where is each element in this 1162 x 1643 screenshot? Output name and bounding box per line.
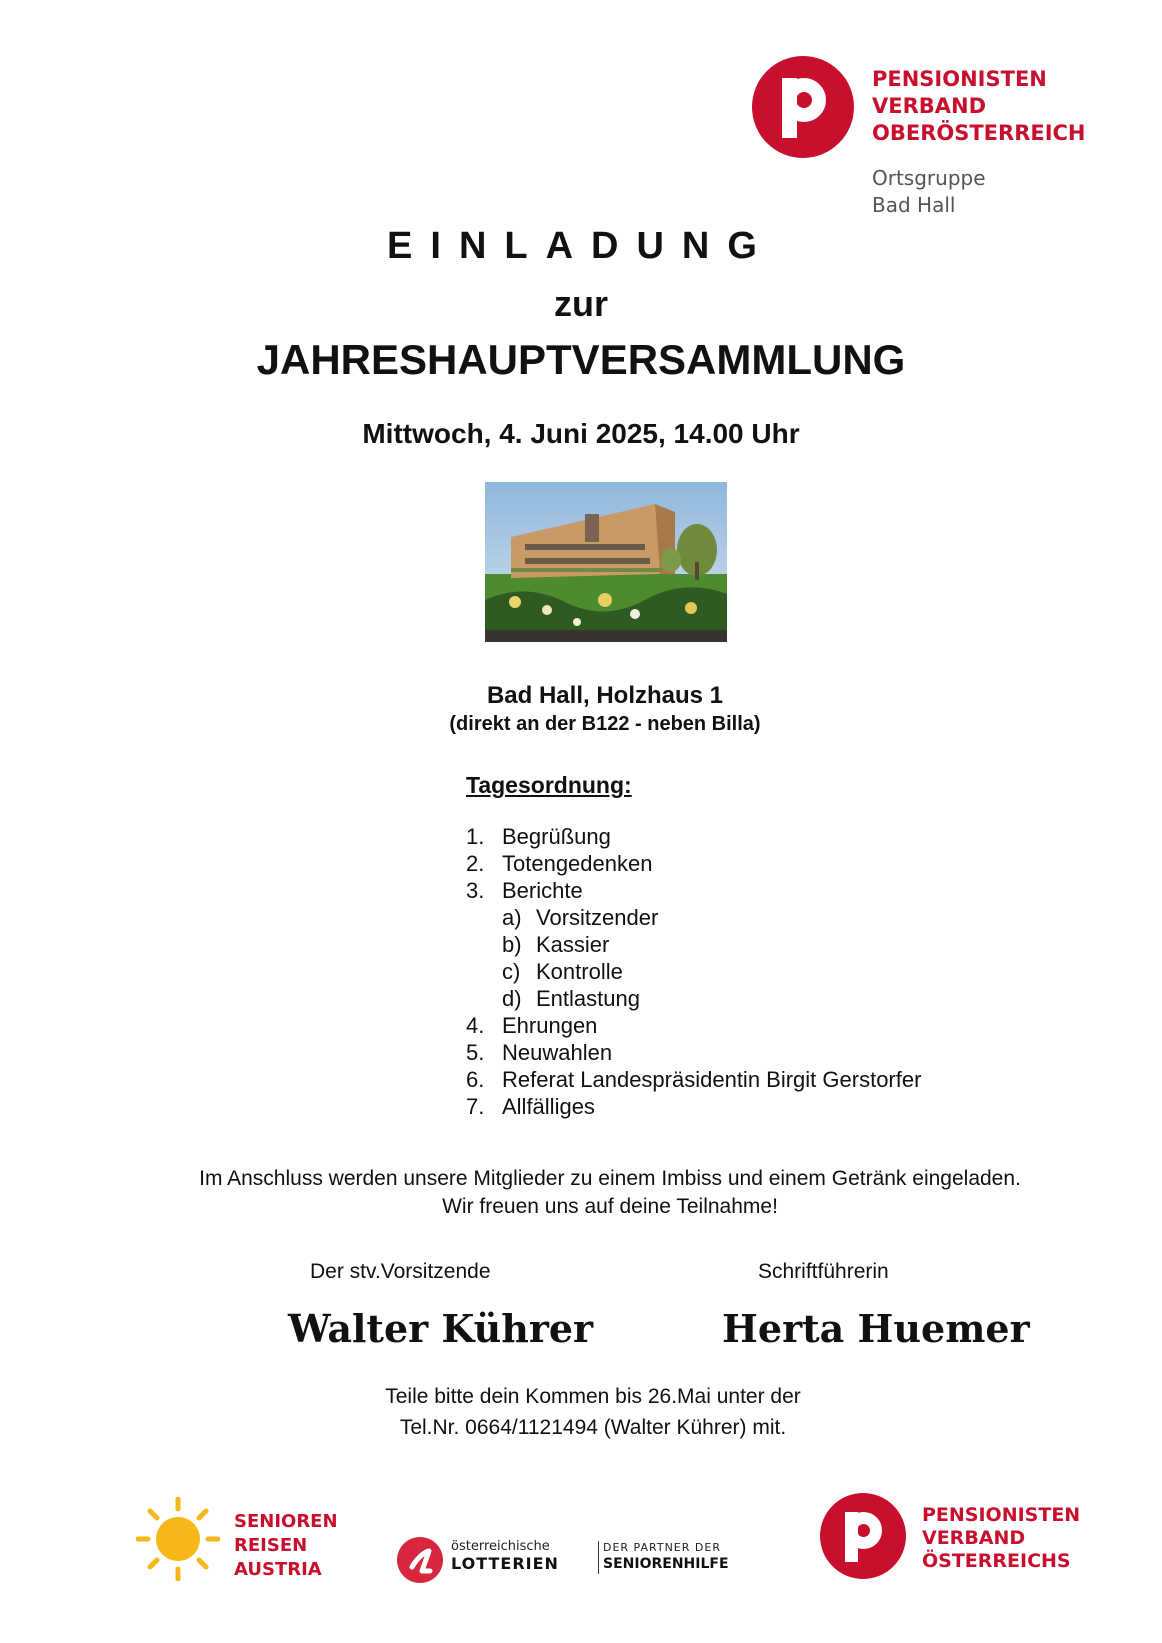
lotterien-partner-text: DER PARTNER DER SENIORENHILFE	[603, 1541, 729, 1572]
left-signatory-role: Der stv.Vorsitzende	[310, 1260, 491, 1283]
closing-text: Im Anschluss werden unsere Mitglieder zu einem Imbiss und einem Getränk eingeladen. Wir freuen uns auf deine Teilnahme!	[199, 1167, 1021, 1218]
venue-address: Bad Hall, Holzhaus 1	[486, 682, 724, 709]
event-date: Mittwoch, 4. Juni 2025, 14.00 Uhr	[362, 418, 800, 449]
agenda-item: 2. Totengedenken	[466, 851, 653, 876]
agenda-item: 3. Berichte	[466, 878, 583, 903]
org-name: PENSIONISTEN VERBAND OBERÖSTERREICH	[872, 67, 1086, 145]
right-signatory-role: Schriftführerin	[758, 1260, 889, 1283]
agenda-subitem: d) Entlastung	[502, 986, 640, 1011]
agenda-item: 6. Referat Landespräsidentin Birgit Gerstorfer	[466, 1067, 922, 1092]
agenda-subitem: c) Kontrolle	[502, 959, 623, 984]
agenda-subitem: a) Vorsitzender	[502, 905, 659, 930]
rsvp-text: Teile bitte dein Kommen bis 26.Mai unter der Tel.Nr. 0664/1121494 (Walter Kührer) mit.	[385, 1385, 801, 1439]
senioren-reisen-logo: SENIOREN REISEN AUSTRIA	[234, 1511, 338, 1580]
local-group: Ortsgruppe Bad Hall	[872, 166, 986, 217]
pensionisten-oesterreich-logo-icon	[820, 1493, 906, 1579]
agenda-list	[466, 823, 921, 1120]
agenda-item: 5. Neuwahlen	[466, 1040, 613, 1065]
pensionisten-logo-icon	[752, 56, 854, 158]
lotterien-divider	[598, 1541, 599, 1574]
agenda-item: 1. Begrüßung	[466, 824, 611, 849]
pensionisten-oesterreich-logo: PENSIONISTEN VERBAND ÖSTERREICHS	[922, 1504, 1081, 1572]
event-name: JAHRESHAUPTVERSAMMLUNG	[256, 336, 906, 383]
lotterien-logo-icon	[397, 1537, 443, 1583]
left-signatory-name: Walter Kührer	[288, 1306, 594, 1351]
right-signatory-name: Herta Huemer	[722, 1306, 1030, 1351]
venue-photo	[485, 482, 727, 642]
agenda-item: 4. Ehrungen	[466, 1013, 598, 1038]
sun-icon	[136, 1497, 220, 1581]
invitation-title: EINLADUNG	[387, 225, 775, 267]
agenda-heading: Tagesordnung:	[466, 772, 632, 798]
lotterien-logo: österreichische LOTTERIEN	[451, 1539, 559, 1573]
agenda-subitem: b) Kassier	[502, 932, 610, 957]
agenda-item: 7. Allfälliges	[466, 1094, 595, 1119]
invitation-connector: zur	[554, 283, 608, 324]
venue-directions: (direkt an der B122 - neben Billa)	[449, 713, 761, 735]
